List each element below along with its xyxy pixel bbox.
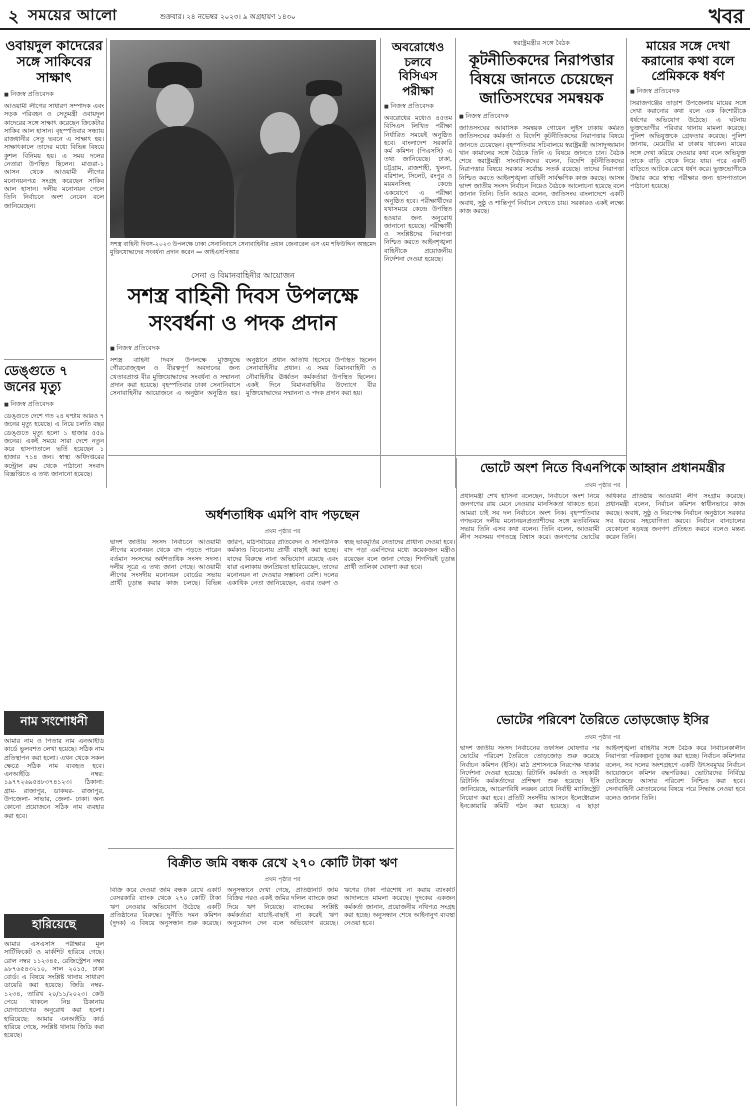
headline-vote-env: ভোটের পরিবেশ তৈরিতে তোড়জোড় ইসির: [496, 712, 709, 727]
headline: অবরোধেও চলবে বিসিএস পরীক্ষা: [391, 40, 445, 98]
article-body: দ্বাদশ জাতীয় সংসদ নির্বাচনে আওয়ামী লীগের মনোনয়ন থেকে বাদ পড়তে পারেন বর্তমান সংসদের অর্ধশতাধিক সংসদ সদস্য। দলীয় সূত্রে এ তথ্য জানা গেছে। আওয়ামী লীগের সংসদীয় মনোনয়ন বোর্ডের সভায় প্রার্থী চূড়ান্ত করার কাজ চলছে। বিভিন্ন জরিপ, মাঠপর্যায়ের প্রতিবেদন ও সাংগঠনিক কর্মকাণ্ড বিবেচনায় প্রার্থী বাছাই করা হচ্ছে। যাদের বিরুদ্ধে নানা অভিযোগ রয়েছে এবং যারা এলাকায় জনপ্রিয়তা হারিয়েছেন, তাদের মনোনয়ন না দেওয়ার সম্ভাবনা বেশি। দলের একাধিক নেতা জানিয়েছেন, এবার তরুণ ও স্বচ্ছ ভাবমূর্তির নেতাদের প্রাধান্য দেওয়া হবে। বাদ পড়া এমপিদের মধ্যে কয়েকজন মন্ত্রীও রয়েছেন বলে জানা গেছে। শিগগিরই চূড়ান্ত প্রার্থী তালিকা ঘোষণা করা হবে।: [110, 539, 455, 588]
article-mp: [110, 526, 455, 844]
kicker: স্বরাষ্ট্রমন্ত্রীর সঙ্গে বৈঠক: [513, 39, 570, 47]
article-armed-forces: [110, 340, 376, 450]
continued-label: প্রথম পৃষ্ঠার পর: [264, 876, 301, 883]
newspaper-logo: সময়ের আলো: [28, 6, 118, 24]
section-divider: [108, 455, 626, 456]
byline: ■ নিজস্ব প্রতিবেদক: [4, 399, 104, 410]
column-divider: [380, 38, 381, 488]
article-obaidul: [4, 38, 104, 353]
article-un: [459, 38, 624, 452]
section-title: খবর: [708, 4, 744, 28]
article-body: সিরাজগঞ্জের তাড়াশ উপজেলায় মায়ের সঙ্গে দেখা করানোর কথা বলে এক কিশোরীকে ধর্ষণের অভিযোগ উঠেছে। এ ঘটনায় ভুক্তভোগীর পরিবার থানায় মামলা করেছে। পুলিশ অভিযুক্তকে গ্রেফতার করেছে। পুলিশ জানায়, মেয়েটির মা ঢাকায় থাকেন। মায়ের সঙ্গে দেখা করিয়ে দেওয়ার কথা বলে অভিযুক্ত তাকে বাড়ি থেকে নিয়ে যায়। পরে একটি বাড়িতে আটকে রেখে ধর্ষণ করে। ভুক্তভোগীকে উদ্ধার করে স্বাস্থ্য পরীক্ষার জন্য হাসপাতালে পাঠানো হয়েছে।: [630, 100, 746, 190]
notice-title: হারিয়েছে: [4, 914, 104, 938]
byline: ■ নিজস্ব প্রতিবেদক: [459, 111, 624, 122]
column-divider: [626, 38, 627, 488]
notice-name-change: [4, 711, 104, 908]
caption-text: সশস্ত্র বাহিনী দিবস-২০২৩ উপলক্ষে ঢাকা সেনানিবাসে সেনাবাহিনীর প্রধান জেনারেল এস এম শফিউদ্দিন আহমেদ মুক্তিযোদ্ধাদের সংবর্ধনা প্রদান করেন: [110, 241, 377, 256]
kicker: সেনা ও বিমানবাহিনীর আয়োজন: [191, 271, 295, 280]
headline-land: বিক্রীত জমি বন্ধক রেখে ২৭০ কোটি টাকা ঋণ: [167, 855, 398, 870]
column-divider: [455, 38, 456, 488]
section-divider: [108, 848, 454, 849]
article-land: [110, 874, 455, 1106]
left-column: [4, 38, 104, 1106]
photo-caption: সশস্ত্র বাহিনী দিবস-২০২৩ উপলক্ষে ঢাকা সেনানিবাসে সেনাবাহিনীর প্রধান জেনারেল এস এম শফিউদ্দিন আহমেদ মুক্তিযোদ্ধাদের সংবর্ধনা প্রদান করেন — আইএসপিআর: [110, 241, 377, 256]
article-vote-env: [460, 732, 745, 1106]
continued-label: প্রথম পৃষ্ঠার পর: [584, 482, 621, 489]
headline: ডেঙ্গুতে ৭ জনের মৃত্যু: [4, 364, 68, 395]
byline: ■ নিজস্ব প্রতিবেদক: [630, 86, 746, 97]
masthead: [0, 0, 750, 30]
article-body: জাতিসংঘের আবাসিক সমন্বয়ক গোয়েন লুইস ঢাকায় কর্মরত জাতিসংঘের কর্মকর্তা ও বিদেশি কূটনীতিকদের নিরাপত্তার বিষয়ে জানতে চেয়েছেন। বৃহস্পতিবার সচিবালয়ে স্বরাষ্ট্রমন্ত্রী আসাদুজ্জামান খান কামালের সঙ্গে বৈঠকে তিনি এ বিষয়ে জানতে চান। বৈঠক শেষে স্বরাষ্ট্রমন্ত্রী সাংবাদিকদের বলেন, বিদেশি কূটনীতিকদের নিরাপত্তার বিষয়ে সরকার সর্বোচ্চ সতর্ক রয়েছে। তাদের নিরাপত্তা নিশ্চিত করতে আইনশৃঙ্খলা বাহিনী সার্বক্ষণিক কাজ করছে। আসন্ন দ্বাদশ জাতীয় সংসদ নির্বাচন নিয়েও বৈঠকে আলোচনা হয়েছে বলে জানান তিনি। তিনি আরও বলেন, জাতিসংঘ বাংলাদেশে একটি অবাধ, সুষ্ঠু ও শান্তিপূর্ণ নির্বাচন দেখতে চায়। সরকারও একই লক্ষ্যে কাজ করছে।: [459, 125, 624, 215]
notice-lost: [4, 914, 104, 1106]
page-number: ২: [8, 7, 20, 27]
notice-body: আমার নাম ও পিতার নাম এনআইডি কার্ডে ভুলবশত লেখা হয়েছে। সঠিক নাম প্রতিস্থাপন করা হলো। এখন থেকে সকল ক্ষেত্রে সঠিক নাম ব্যবহৃত হবে। এনআইডি নম্বর: ১৯৭৭২৬৯৫৪৮৩৭৪১২৩। ঠিকানা: গ্রাম- রাজাপুর, ডাকঘর- রাজাপুর, উপজেলা- সাভার, জেলা- ঢাকা। অন্য কোনো প্রয়োজনে সঠিক নাম ব্যবহার করা হবে।: [4, 738, 104, 820]
article-bcs: [384, 40, 452, 452]
divider: [4, 359, 104, 360]
news-photo: [110, 40, 376, 238]
headline-pm: ভোটে অংশ নিতে বিএনপিকে আহ্বান প্রধানমন্ত্রীর: [480, 460, 725, 475]
continued-label: প্রথম পৃষ্ঠার পর: [584, 734, 621, 741]
article-body: দ্বাদশ জাতীয় সংসদ নির্বাচনের তফসিল ঘোষণার পর ভোটের পরিবেশ তৈরিতে তোড়জোড় শুরু করেছে নির্বাচন কমিশন (ইসি)। মাঠ প্রশাসনকে নিরপেক্ষ থাকার নির্দেশনা দেওয়া হয়েছে। রিটার্নিং কর্মকর্তা ও সহকারী রিটার্নিং কর্মকর্তাদের প্রশিক্ষণ শুরু হয়েছে। ইসি জানিয়েছে, আচরণবিধি লঙ্ঘন রোধে নির্বাহী ম্যাজিস্ট্রেট নিয়োগ করা হবে। প্রতিটি সংসদীয় আসনে ইলেক্টোরাল ইনকোয়ারি কমিটি গঠন করা হয়েছে। এ ছাড়া আইনশৃঙ্খলা বাহিনীর সঙ্গে বৈঠক করে নির্বাচনকালীন নিরাপত্তা পরিকল্পনা চূড়ান্ত করা হচ্ছে। নির্বাচন কমিশনার বলেন, সব দলের অংশগ্রহণে একটি উৎসবমুখর নির্বাচন আয়োজনে কমিশন বদ্ধপরিকর। ভোটারদের নির্বিঘ্নে ভোটকেন্দ্রে আসার পরিবেশ নিশ্চিত করা হবে। সেনাবাহিনী মোতায়েনের বিষয়ে পরে সিদ্ধান্ত নেওয়া হবে বলেও জানান তিনি।: [460, 745, 745, 811]
notice-title: নাম সংশোধনী: [4, 711, 104, 735]
continued-label: প্রথম পৃষ্ঠার পর: [264, 528, 301, 535]
article-dengue: [4, 364, 104, 703]
column-divider: [456, 458, 457, 1106]
notice-body: আমার এসএসসি পরীক্ষার মূল সার্টিফিকেট ও মার্কশিট হারিয়ে গেছে। রোল নম্বর ১১২৩৪৫, রেজিস্ট্রেশন নম্বর ৯৮৭৬৫৪৩২১০, সাল ২০১৫, ঢাকা বোর্ড। এ বিষয়ে সংশ্লিষ্ট থানায় সাধারণ ডায়েরি করা হয়েছে। জিডি নম্বর- ১২৩৪, তারিখ ২০/১১/২০২৩। কেউ পেয়ে থাকলে নিম্ন ঠিকানায় যোগাযোগের অনুরোধ করা হলো। হারিয়েছে: আমার এনআইডি কার্ড হারিয়ে গেছে, সংশ্লিষ্ট থানায় জিডি করা হয়েছে।: [4, 941, 104, 1040]
byline: ■ নিজস্ব প্রতিবেদক: [110, 343, 376, 354]
headline-mp: অর্ধশতাধিক এমপি বাদ পড়ছেন: [205, 507, 360, 522]
lead-headline: সশস্ত্র বাহিনী দিবস উপলক্ষে সংবর্ধনা ও পদক প্রদান: [127, 283, 359, 335]
date-line: শুক্রবার। ২৪ নভেম্বর ২০২৩। ৯ অগ্রহায়ণ ১৪৩০: [160, 13, 296, 21]
headline: কূটনীতিকদের নিরাপত্তার বিষয়ে জানতে চেয়েছেন জাতিসংঘের সমন্বয়ক: [469, 51, 614, 107]
article-body: সশস্ত্র বাহিনী দিবস উপলক্ষে মুক্তিযুদ্ধে গৌরবোজ্জ্বল ও বীরত্বপূর্ণ অবদানের জন্য খেতাবপ্রাপ্ত বীর মুক্তিযোদ্ধাদের সংবর্ধনা ও সম্মাননা প্রদান করা হয়েছে। বৃহস্পতিবার ঢাকা সেনানিবাসে সেনাবাহিনীর আয়োজনে এ অনুষ্ঠান অনুষ্ঠিত হয়। অনুষ্ঠানে প্রধান অতিথি হিসেবে উপস্থিত ছিলেন সেনাবাহিনীর প্রধান। এ সময় বিমানবাহিনী ও নৌবাহিনীর ঊর্ধ্বতন কর্মকর্তারা উপস্থিত ছিলেন। একই দিনে বিমানবাহিনীর উদ্যোগে বীর মুক্তিযোদ্ধাদের সম্মাননা ও পদক প্রদান করা হয়।: [110, 357, 376, 398]
column-divider: [106, 38, 107, 488]
article-body: আওয়ামী লীগের সাধারণ সম্পাদক এবং সড়ক পরিবহন ও সেতুমন্ত্রী ওবায়দুল কাদেরের সঙ্গে সাক্ষাৎ করেছেন ক্রিকেটার সাকিব আল হাসান। বৃহস্পতিবার সন্ধ্যায় রাজধানীর সেতু ভবনে এ সাক্ষাৎ হয়। সাক্ষাৎকালে তাদের মধ্যে বিভিন্ন বিষয়ে কুশল বিনিময় হয়। এ সময় দলের নেতারা উপস্থিত ছিলেন। মাগুরা-১ আসন থেকে আওয়ামী লীগের মনোনয়নপত্র সংগ্রহ করেছেন সাকিব আল হাসান। দলীয় মনোনয়ন পেলে তিনি নির্বাচনে অংশ নেবেন বলে জানিয়েছেন।: [4, 103, 104, 210]
byline: ■ নিজস্ব প্রতিবেদক: [384, 101, 452, 112]
article-pm: [460, 480, 745, 705]
headline: ওবায়দুল কাদেরের সঙ্গে সাকিবের সাক্ষাৎ: [5, 38, 103, 86]
article-body: ডেঙ্গুতে দেশে গত ২৪ ঘণ্টায় আরও ৭ জনের মৃত্যু হয়েছে। এ নিয়ে চলতি বছর ডেঙ্গুতে মৃত্যু হলো ১ হাজার ৫৫৯ জনের। একই সময়ে সারা দেশে নতুন করে হাসপাতালে ভর্তি হয়েছেন ১ হাজার ৭১৪ জন। স্বাস্থ্য অধিদপ্তরের কন্ট্রোল রুম থেকে পাঠানো সংবাদ বিজ্ঞপ্তিতে এ তথ্য জানানো হয়েছে।: [4, 413, 104, 479]
caption-credit: আইএসপিআর: [204, 249, 239, 256]
article-body: প্রধানমন্ত্রী শেখ হাসিনা বলেছেন, নির্বাচনে অংশ নিয়ে জনগণের রায় মেনে নেওয়ার মানসিকতা থাকতে হবে। আমরা চাই সব দল নির্বাচনে অংশ নিক। বৃহস্পতিবার গণভবনে দলীয় মনোনয়নপ্রত্যাশীদের সঙ্গে মতবিনিময় সভায় তিনি এসব কথা বলেন। তিনি বলেন, আওয়ামী লীগ সবসময় গণতন্ত্রে বিশ্বাস করে। জনগণের ভোটের অধিকার প্রতিষ্ঠায় আওয়ামী লীগ সংগ্রাম করেছে। প্রধানমন্ত্রী বলেন, নির্বাচন কমিশন স্বাধীনভাবে কাজ করছে। অবাধ, সুষ্ঠু ও নিরপেক্ষ নির্বাচন অনুষ্ঠানে সরকার সব ধরনের সহযোগিতা করবে। নির্বাচন বানচালের যেকোনো ষড়যন্ত্র জনগণ প্রতিহত করবে বলেও মন্তব্য করেন তিনি।: [460, 493, 745, 542]
byline: ■ নিজস্ব প্রতিবেদক: [4, 89, 104, 100]
article-body: বিক্রি করে দেওয়া জমি বন্ধক রেখে একটি বেসরকারি ব্যাংক থেকে ২৭০ কোটি টাকা ঋণ নেওয়ার অভিযোগ উঠেছে একটি প্রতিষ্ঠানের বিরুদ্ধে। দুর্নীতি দমন কমিশন (দুদক) এ বিষয়ে অনুসন্ধান শুরু করেছে। অনুসন্ধানে দেখা গেছে, প্রতিষ্ঠানটি জমি বিক্রির পরও একই জমির দলিল ব্যাংকে জমা দিয়ে ঋণ নিয়েছে। ব্যাংকের সংশ্লিষ্ট কর্মকর্তারা যাচাই-বাছাই না করেই ঋণ অনুমোদন দেন বলে অভিযোগ রয়েছে। ঋণের টাকা পরিশোধ না করায় ব্যাংকটি আদালতে মামলা করেছে। দুদকের একজন কর্মকর্তা জানান, প্রয়োজনীয় নথিপত্র সংগ্রহ করা হচ্ছে। অনুসন্ধান শেষে আইনানুগ ব্যবস্থা নেওয়া হবে।: [110, 887, 455, 928]
article-body: অবরোধের মধ্যেও ৪৫তম বিসিএস লিখিত পরীক্ষা নির্ধারিত সময়েই অনুষ্ঠিত হবে। বাংলাদেশ সরকারি কর্ম কমিশন (পিএসসি) এ তথ্য জানিয়েছে। ঢাকা, চট্টগ্রাম, রাজশাহী, খুলনা, বরিশাল, সিলেট, রংপুর ও ময়মনসিংহ কেন্দ্রে একযোগে এ পরীক্ষা অনুষ্ঠিত হবে। পরীক্ষার্থীদের যথাসময়ে কেন্দ্রে উপস্থিত হওয়ার জন্য অনুরোধ জানানো হয়েছে। পরীক্ষার্থী ও সংশ্লিষ্টদের নিরাপত্তা নিশ্চিত করতে আইনশৃঙ্খলা বাহিনীকে প্রয়োজনীয় নির্দেশনা দেওয়া হয়েছে।: [384, 115, 452, 264]
headline: মায়ের সঙ্গে দেখা করানোর কথা বলে প্রেমিককে ধর্ষণ: [641, 38, 735, 83]
